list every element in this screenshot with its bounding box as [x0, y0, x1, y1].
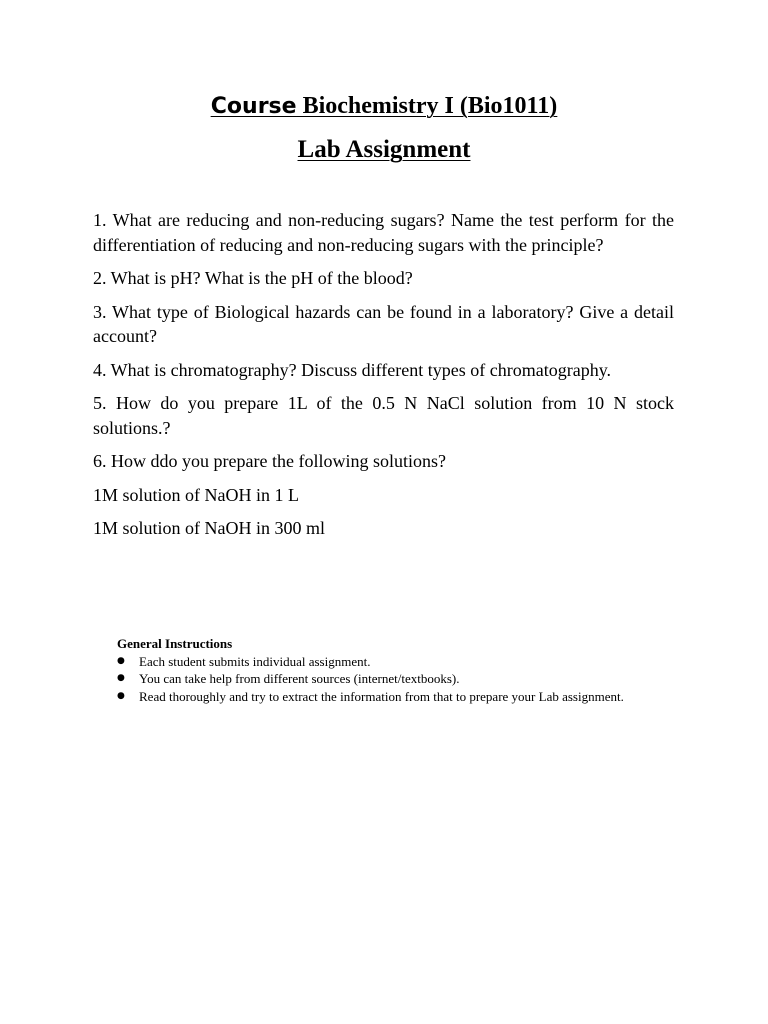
solution-1: 1M solution of NaOH in 1 L: [93, 484, 299, 505]
question-list: [93, 208, 674, 550]
instruction-text: You can take help from different sources (internet/textbooks).: [139, 671, 460, 686]
question-4: 4. What is chromatography? Discuss different types of chromatography.: [93, 359, 612, 380]
instruction-text: Each student submits individual assignment.: [139, 653, 371, 669]
course-prefix: Course: [210, 94, 297, 119]
assignment-title: [0, 135, 768, 165]
instruction-item: [117, 653, 657, 671]
instructions-heading: General Instructions: [117, 636, 233, 651]
course-name: Biochemistry I (Bio1011): [296, 93, 558, 119]
instruction-item: [117, 670, 657, 688]
instructions-list: [117, 653, 657, 706]
question-2: 2. What is pH? What is the pH of the blood?: [93, 268, 413, 288]
instruction-item: [117, 688, 657, 706]
question-6: 6. How ddo you prepare the following solutions?: [93, 451, 446, 471]
bullet-icon: ●: [117, 655, 125, 666]
question-5: 5. How do you prepare 1L of the 0.5 N NaCl solution from 10 N stock solutions.?: [93, 393, 674, 438]
bullet-icon: ●: [117, 690, 125, 701]
question-3: 3. What type of Biological hazards can be found in a laboratory? Give a detail account?: [93, 301, 674, 346]
course-title: [0, 91, 768, 122]
bullet-icon: ●: [117, 673, 125, 683]
general-instructions: [117, 635, 657, 705]
solution-2: 1M solution of NaOH in 300 ml: [93, 518, 325, 538]
question-1: 1. What are reducing and non-reducing sugars? Name the test perform for the differentiation of reducing and non-reducing sugars with the principle?: [93, 210, 674, 255]
assignment-title-text: Lab Assignment: [297, 136, 471, 163]
instruction-text: Read thoroughly and try to extract the information from that to prepare your Lab assignment.: [139, 688, 624, 704]
